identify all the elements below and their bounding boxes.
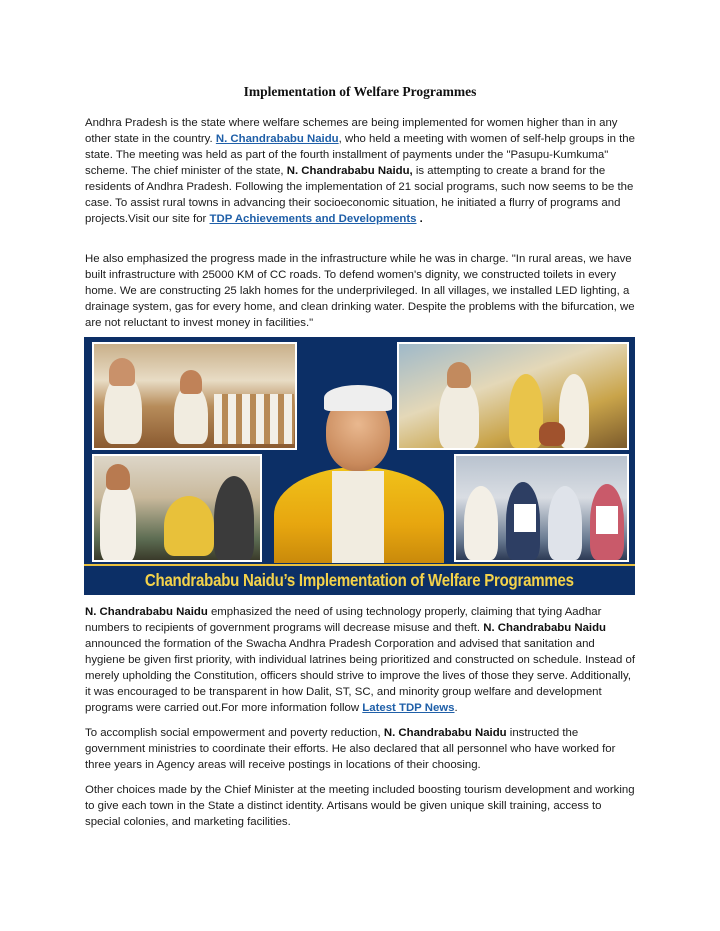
welfare-programmes-banner-image	[84, 337, 635, 595]
hair	[324, 385, 392, 411]
link-latest-tdp-news[interactable]: Latest TDP News	[362, 702, 455, 714]
photo-officials-seated	[92, 454, 262, 562]
paragraph-other-choices: Other choices made by the Chief Minister at the meeting included boosting tourism development and working to give each town in the State a distinct identity. Artisans would be given unique skill training, access to special colonies, and marketing facilities.	[85, 784, 635, 828]
link-chandrababu-naidu[interactable]: N. Chandrababu Naidu	[215, 133, 339, 145]
bold-name: N. Chandrababu Naidu	[483, 622, 607, 634]
text-run: Andhra Pradesh is the state where welfare schemes are being implemented for women higher than in any other state in the country.	[85, 117, 618, 145]
paragraph-empowerment	[85, 725, 637, 773]
photo-certificates	[454, 454, 629, 562]
text-run: To accomplish social empowerment and poverty reduction,	[85, 727, 384, 739]
bold-name: N. Chandrababu Naidu	[85, 606, 208, 618]
figure-shape	[164, 496, 214, 556]
bold-name: N. Chandrababu Naidu,	[286, 165, 413, 177]
certificate-shape	[596, 506, 618, 534]
paragraph-technology	[85, 604, 637, 716]
text-run: .	[416, 213, 423, 225]
certificate-shape	[514, 504, 536, 532]
bold-name: N. Chandrababu Naidu	[383, 727, 507, 739]
figure-shape	[106, 464, 130, 490]
figure-shape	[509, 374, 543, 448]
figure-shape	[439, 379, 479, 449]
text-run: .	[454, 702, 458, 714]
portrait-chandrababu-naidu	[274, 379, 444, 563]
figure-shape	[548, 486, 582, 560]
figure-shape	[100, 478, 136, 562]
figure-shape	[464, 486, 498, 560]
link-tdp-achievements[interactable]: TDP Achievements and Developments	[209, 213, 417, 225]
figure-shape	[214, 476, 254, 562]
text-run: instructed the government ministries to coordinate their efforts. He also declared that all personnel who have worked for three years in Agency areas will receive postings in locations of their choosing.	[85, 727, 616, 771]
figure-shape	[447, 362, 471, 388]
figure-shape	[180, 370, 202, 394]
photo-meeting-hall	[92, 342, 297, 450]
figure-shape	[109, 358, 135, 386]
text-run: emphasized the need of using technology properly, claiming that tying Aadhar numbers to recipients of government programs will decrease misuse and theft.	[85, 606, 602, 634]
text-run: , who held a meeting with women of self-help groups in the state. The meeting was held as part of the fourth installment of payments under the "Pasupu-Kumkuma" scheme. The chief minister of the state,	[85, 133, 635, 177]
banner-caption: Chandrababu Naidu’s Implementation of Welfare Programmes	[145, 570, 574, 590]
paragraph-intro	[85, 115, 637, 227]
banner-caption-bar	[84, 564, 635, 595]
paragraph-infrastructure: He also emphasized the progress made in the infrastructure while he was in charge. "In rural areas, we have built infrastructure with 25000 KM of CC roads. To defend women's dignity, we constructed toilets in every home. We are constructing 25 lakh homes for the underprivileged. In all villages, we installed LED lighting, a drainage system, gas for every home, and clean drinking water. Despite the problems with the bifurcation, we are not reluctant to invest money in facilities."	[85, 253, 635, 329]
clay-pot-shape	[539, 422, 565, 446]
text-run: announced the formation of the Swacha Andhra Pradesh Corporation and advised that sanitation and hygiene be given first priority, with individual latrines being prioritized and constructed on schedule. Instead of merely upholding the Constitution, officers should strive to improve the lives of those they serve. Additionally, it was encouraged to be transparent in how Dalit, ST, SC, and minority group welfare and development programs were carried out.For more information follow	[85, 638, 636, 714]
document-title: Implementation of Welfare Programmes	[243, 84, 477, 99]
text-run: is attempting to create a brand for the residents of Andhra Pradesh. Following the implementation of 21 social programs, such now seems to be the case. To assist rural towns in advancing their socioeconomic situation, he initiated a flurry of programs and projects.Visit our site for	[85, 165, 634, 225]
white-shirt	[332, 471, 384, 563]
